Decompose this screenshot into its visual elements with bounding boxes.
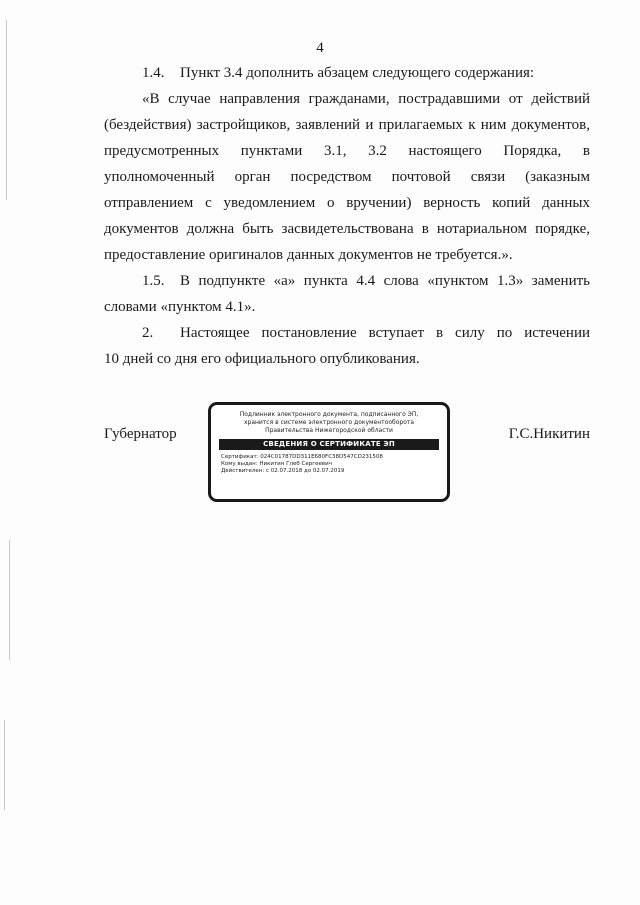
signatory-position: Губернатор: [104, 426, 177, 442]
paragraph-line: документов должна быть засвидетельствована в нотариальном порядке,: [104, 221, 590, 237]
stamp-header-line: хранится в системе электронного документооборота: [243, 419, 415, 426]
paragraph-2: [104, 320, 590, 372]
stamp-header: [211, 405, 447, 435]
paragraph-line: предоставление оригиналов данных документов не требуется.».: [104, 247, 513, 263]
paragraph-line: «В случае направления гражданами, пострадавшими от действий: [142, 91, 590, 107]
paragraph-line: предусмотренных пунктами 3.1, 3.2 настоящего Порядка, в: [104, 143, 590, 159]
paragraph-number: 2.: [142, 325, 154, 341]
paragraph-line: Настоящее постановление вступает в силу по истечении: [180, 325, 590, 341]
stamp-header-line: Правительства Нижегородской области: [265, 427, 393, 434]
electronic-signature-stamp: [208, 402, 450, 502]
paragraph-1-5: [104, 268, 590, 320]
paragraph-line: 10 дней со дня его официального опубликования.: [104, 351, 420, 367]
paragraph-line: В подпункте «а» пункта 4.4 слова «пунктом 1.3» заменить: [180, 273, 590, 289]
page-number: 4: [316, 40, 324, 56]
paragraph-number: 1.5.: [142, 273, 165, 289]
quoted-paragraph: [104, 86, 590, 268]
certificate-details: [211, 450, 447, 475]
paragraph-line: (бездействия) застройщиков, заявлений и прилагаемых к ним документов,: [104, 117, 590, 133]
certificate-owner: Кому выдан: Никитин Глеб Сергеевич: [221, 461, 332, 467]
stamp-banner: СВЕДЕНИЯ О СЕРТИФИКАТЕ ЭП: [219, 439, 439, 450]
paragraph-line: словами «пунктом 4.1».: [104, 299, 256, 315]
paragraph-line: отправлением с уведомлением о вручении) верность копий данных: [104, 195, 590, 211]
certificate-validity: Действителен: с 02.07.2018 до 02.07.2019: [221, 468, 345, 474]
paragraph-1-4: [104, 60, 590, 86]
paragraph-number: 1.4.: [142, 65, 165, 81]
scan-artifact: [4, 720, 5, 810]
signatory-name: Г.С.Никитин: [508, 426, 590, 442]
stamp-header-line: Подлинник электронного документа, подписанного ЭП,: [239, 411, 419, 418]
paragraph-text: Пункт 3.4 дополнить абзацем следующего содержания:: [180, 65, 535, 81]
paragraph-line: уполномоченный орган посредством почтовой связи (заказным: [104, 169, 590, 185]
scan-artifact: [9, 540, 10, 660]
scan-artifact: [6, 20, 7, 200]
certificate-number: Сертификат: 024C01787DD311E680FC38D547CD231508: [221, 454, 383, 460]
